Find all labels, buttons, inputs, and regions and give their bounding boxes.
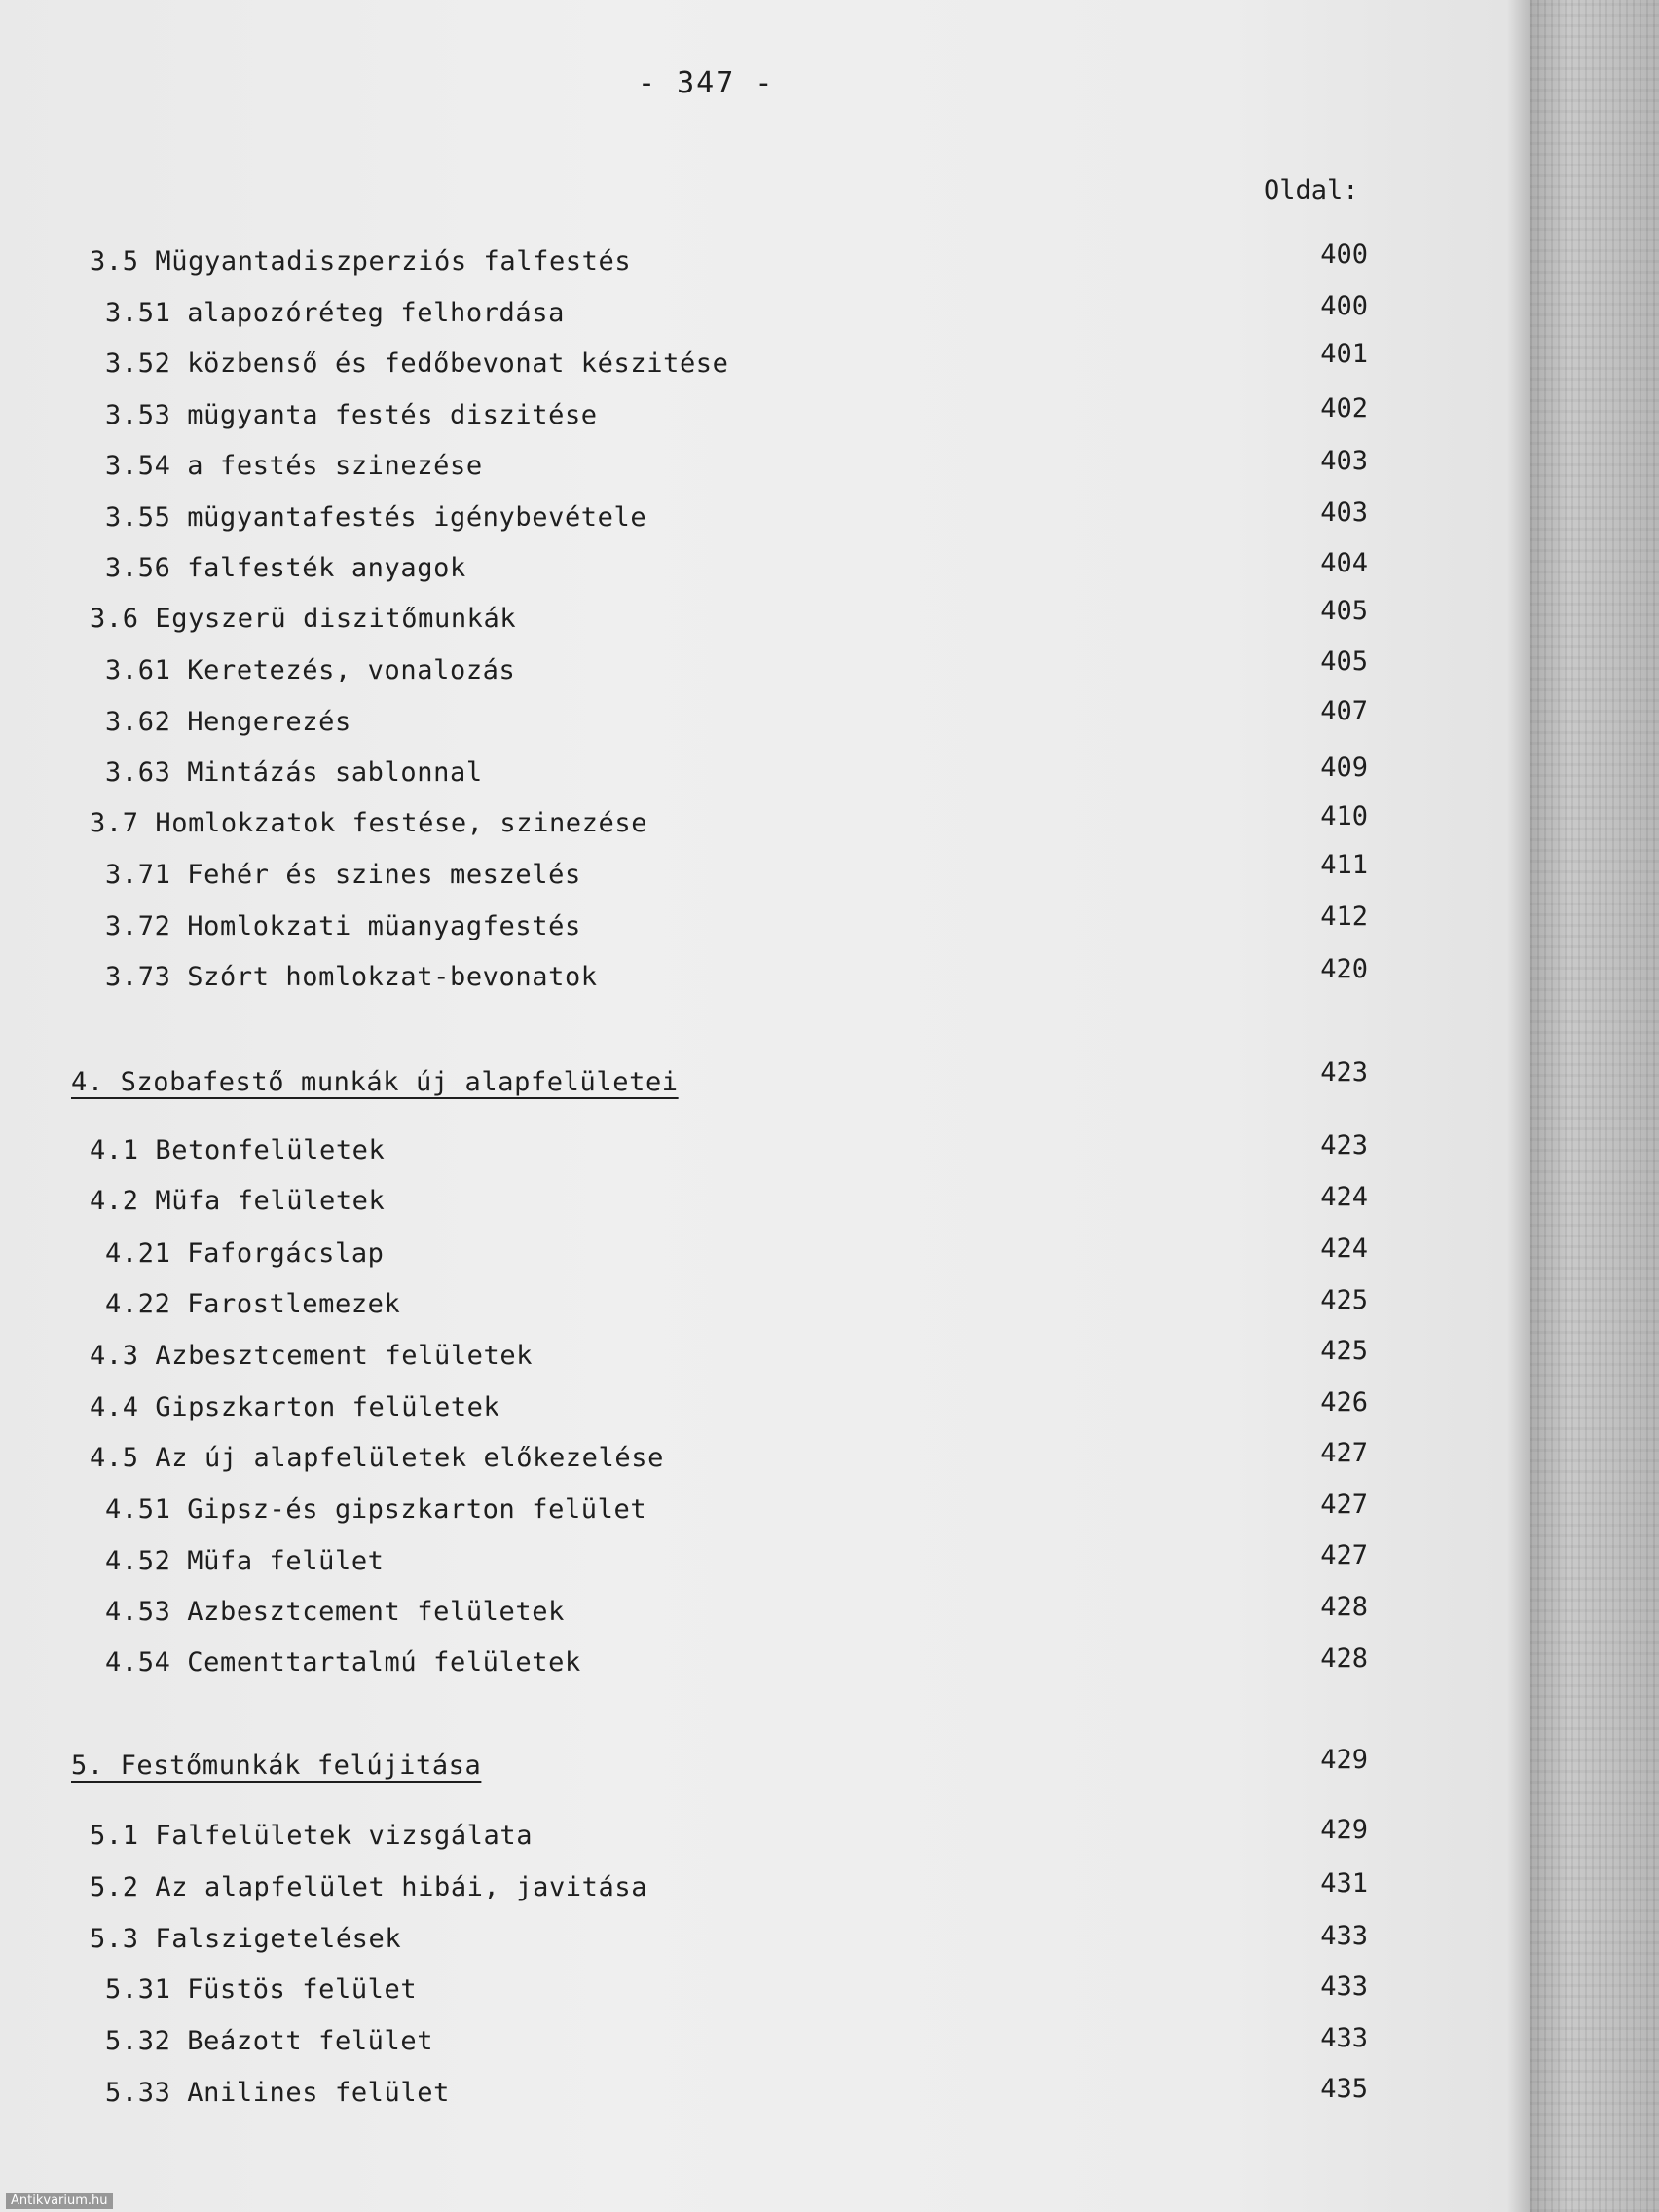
toc-page-number: 407	[1320, 696, 1368, 726]
toc-page-number: 420	[1320, 954, 1368, 984]
toc-entry: 5.1 Falfelületek vizsgálata	[90, 1821, 534, 1851]
toc-entry: 5.3 Falszigetelések	[90, 1924, 402, 1954]
toc-page-number: 429	[1320, 1745, 1368, 1775]
toc-entry: 3.72 Homlokzati müanyagfestés	[105, 911, 581, 941]
toc-entry: 5.2 Az alapfelület hibái, javitása	[90, 1872, 648, 1902]
toc-page-number: 405	[1320, 596, 1368, 626]
toc-entry: 4.1 Betonfelületek	[90, 1135, 386, 1165]
toc-entry: 5.31 Füstös felület	[105, 1974, 418, 2005]
toc-page-number: 428	[1320, 1643, 1368, 1674]
toc-page-number: 433	[1320, 2023, 1368, 2053]
page-number: - 347 -	[638, 66, 775, 100]
watermark: Antikvarium.hu	[6, 2193, 113, 2209]
toc-page-number: 424	[1320, 1234, 1368, 1264]
toc-page-number: 435	[1320, 2074, 1368, 2104]
toc-page-number: 429	[1320, 1815, 1368, 1845]
toc-entry: 3.56 falfesték anyagok	[105, 553, 466, 583]
toc-page-number: 423	[1320, 1130, 1368, 1161]
toc-page-number: 433	[1320, 1921, 1368, 1951]
toc-page-number: 433	[1320, 1972, 1368, 2002]
toc-entry: 4.5 Az új alapfelületek előkezelése	[90, 1443, 664, 1473]
toc-entry: 3.53 mügyanta festés diszitése	[105, 400, 598, 430]
toc-page-number: 427	[1320, 1438, 1368, 1468]
toc-page-number: 426	[1320, 1387, 1368, 1418]
toc-page-number: 400	[1320, 291, 1368, 321]
toc-entry: 4.54 Cementtartalmú felületek	[105, 1647, 581, 1677]
toc-entry: 3.54 a festés szinezése	[105, 451, 483, 481]
toc-entry: 3.51 alapozóréteg felhordása	[105, 298, 565, 328]
toc-entry: 3.7 Homlokzatok festése, szinezése	[90, 808, 648, 838]
toc-page-number: 425	[1320, 1285, 1368, 1315]
toc-entry: 4.3 Azbesztcement felületek	[90, 1341, 534, 1371]
toc-entry: 3.6 Egyszerü diszitőmunkák	[90, 604, 517, 634]
toc-entry: 4.52 Müfa felület	[105, 1546, 385, 1576]
toc-entry: 4.4 Gipszkarton felületek	[90, 1392, 500, 1422]
toc-entry: 5.33 Anilines felület	[105, 2078, 450, 2108]
toc-page-number: 403	[1320, 446, 1368, 476]
toc-entry: 5.32 Beázott felület	[105, 2026, 434, 2056]
toc-page-number: 412	[1320, 902, 1368, 932]
toc-page-number: 425	[1320, 1336, 1368, 1366]
toc-chapter-heading: 4. Szobafestő munkák új alapfelületei	[71, 1067, 679, 1097]
toc-page-number: 401	[1320, 339, 1368, 369]
toc-entry: 3.73 Szórt homlokzat-bevonatok	[105, 962, 598, 992]
toc-entry: 4.53 Azbesztcement felületek	[105, 1597, 565, 1627]
toc-page-number: 400	[1320, 240, 1368, 270]
toc-entry: 3.62 Hengerezés	[105, 707, 351, 737]
toc-page-number: 427	[1320, 1540, 1368, 1570]
toc-entry: 4.22 Farostlemezek	[105, 1289, 401, 1319]
toc-entry: 4.21 Faforgácslap	[105, 1238, 385, 1269]
toc-page-number: 409	[1320, 753, 1368, 783]
toc-entry: 3.63 Mintázás sablonnal	[105, 757, 483, 788]
book-page-edge	[1530, 0, 1659, 2212]
toc-page-number: 411	[1320, 850, 1368, 880]
toc-page-number: 424	[1320, 1182, 1368, 1212]
toc-page-number: 402	[1320, 393, 1368, 424]
toc-entry: 3.52 közbenső és fedőbevonat készitése	[105, 349, 729, 379]
toc-page-number: 423	[1320, 1057, 1368, 1088]
toc-entry: 3.5 Mügyantadiszperziós falfestés	[90, 246, 632, 276]
toc-entry: 3.61 Keretezés, vonalozás	[105, 655, 516, 685]
toc-entry: 4.51 Gipsz-és gipszkarton felület	[105, 1494, 647, 1525]
toc-page-number: 404	[1320, 548, 1368, 578]
toc-page-number: 405	[1320, 646, 1368, 677]
toc-chapter-heading: 5. Festőmunkák felújitása	[71, 1751, 482, 1781]
toc-entry: 3.55 mügyantafestés igénybevétele	[105, 502, 647, 533]
toc-page-number: 427	[1320, 1490, 1368, 1520]
toc-page-number: 431	[1320, 1868, 1368, 1899]
toc-page-number: 403	[1320, 498, 1368, 528]
toc-entry: 3.71 Fehér és szines meszelés	[105, 860, 581, 890]
page-column-label: Oldal:	[1264, 175, 1359, 205]
toc-page-number: 428	[1320, 1592, 1368, 1622]
toc-entry: 4.2 Müfa felületek	[90, 1186, 386, 1216]
toc-page-number: 410	[1320, 801, 1368, 831]
